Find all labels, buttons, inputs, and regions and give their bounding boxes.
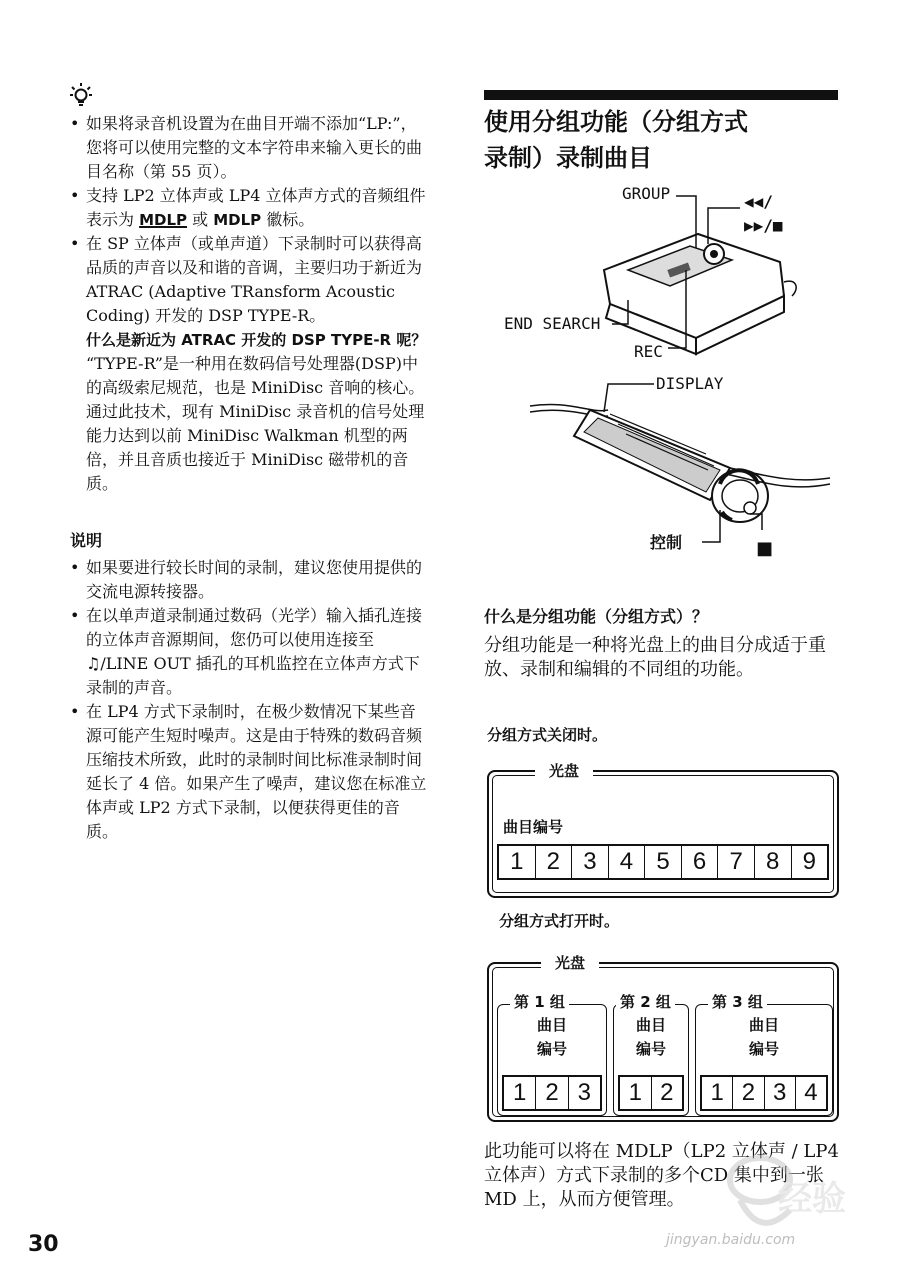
note-item: • 在以单声道录制通过数码（光学）输入插孔连接的立体声音源期间，您仍可以使用连接至 ♫/LINE OUT 插孔的耳机监控在立体声方式下录制的声音。: [70, 604, 430, 700]
note-item: • 如果要进行较长时间的录制，建议您使用提供的交流电源转接器。: [70, 556, 430, 604]
label-rec: REC: [634, 342, 663, 361]
tip-subheading: 什么是新近为 ATRAC 开发的 DSP TYPE-R 呢？: [86, 331, 427, 349]
track-number-cell: 3: [572, 846, 609, 878]
device-illustration: [500, 178, 840, 558]
tips-section: [70, 112, 430, 496]
track-number-cell: 2: [660, 1079, 674, 1106]
group-off-caption: 分组方式关闭时。: [487, 726, 608, 744]
label-prev-next-line2: ▶▶/■: [744, 216, 783, 235]
md-recorder-drawing: [500, 178, 840, 558]
tip-item-mdlp: • 支持 LP2 立体声或 LP4 立体声方式的音频组件表示为 MDLP 或 MDLP 徽标。: [70, 184, 430, 232]
track-number-cell: 5: [645, 846, 682, 878]
group-on-caption: 分组方式打开时。: [499, 912, 620, 930]
track-number-label: 曲目编号: [503, 818, 564, 836]
tip-lightbulb-icon: [70, 82, 92, 108]
track-number-cell: 6: [682, 846, 719, 878]
track-number-row: [502, 1075, 602, 1111]
disc-frame-group-on: [487, 954, 839, 1122]
group-label: 第 2 组: [616, 991, 675, 1012]
track-number-row: [497, 844, 829, 880]
group-box-3: [695, 993, 833, 1116]
track-number-cell: 3: [765, 1077, 796, 1109]
track-number-cell: 4: [804, 1079, 818, 1106]
notes-title: 说明: [70, 531, 103, 550]
baidu-watermark-icon: [690, 1140, 890, 1270]
svg-text:经验: 经验: [778, 1179, 846, 1219]
note-item: • 在 LP4 方式下录制时，在极少数情况下某些音源可能产生短时噪声。这是由于特殊的数码音频压缩技术所致，此时的录制时间比标准录制时间延长了 4 倍。如果产生了噪声，建议您在标准立体声或 LP2 方式下录制，以便获得更佳的音质。: [70, 700, 430, 844]
track-number-cell: 1: [702, 1077, 733, 1109]
label-end-search: END SEARCH: [504, 314, 601, 333]
group-footer-text: 此功能可以将在 MDLP（LP2 立体声 / LP4 立体声）方式下录制的多个CD 集中到一张 MD 上，从而方便管理。: [484, 1141, 839, 1210]
track-number-cell: 8: [755, 846, 792, 878]
disc-label: 光盘: [535, 760, 593, 781]
mdlp-logo: MDLP: [139, 211, 188, 229]
stop-icon: ■: [756, 538, 774, 559]
disc-label: 光盘: [541, 952, 599, 973]
track-number-cell: 4: [609, 846, 646, 878]
track-number-cell: 1: [499, 846, 536, 878]
group-label: 第 1 组: [510, 991, 569, 1012]
group-question: 什么是分组功能（分组方式）？: [484, 607, 709, 626]
tip-item: • 在 SP 立体声（或单声道）下录制时可以获得高品质的声音以及和谐的音调，主要归功于新近为 ATRAC (Adaptive TRansform Acoustic Coding) 开发的 DSP TYPE-R。: [70, 232, 430, 328]
track-number-cell: 7: [718, 846, 755, 878]
track-number-cell: 2: [536, 1077, 568, 1109]
group-answer: 分组功能是一种将光盘上的曲目分成适于重放、录制和编辑的不同组的功能。: [484, 635, 826, 680]
notes-section: [70, 556, 430, 844]
page-number: 30: [28, 1232, 59, 1257]
label-display: DISPLAY: [656, 374, 724, 393]
group-box-1: [497, 993, 607, 1116]
group-label: 第 3 组: [708, 991, 767, 1012]
track-number-label: 曲目 编号: [748, 1016, 779, 1058]
track-number-label: 曲目 编号: [536, 1016, 567, 1058]
disc-frame-group-off: [487, 762, 839, 898]
group-box-2: [613, 993, 689, 1116]
track-number-cell: 2: [536, 846, 573, 878]
tip-subtext: “TYPE-R”是一种用在数码信号处理器(DSP)中的高级索尼规范，也是 MiniDisc 音响的核心。通过此技术，现有 MiniDisc 录音机的信号处理能力达到以前 MiniDisc Walkman 机型的两倍，并且音质也接近于 MiniDisc 磁带机的音质。: [86, 354, 425, 493]
track-number-cell: 1: [504, 1077, 536, 1109]
track-number-row: [700, 1075, 828, 1111]
label-control: 控制: [650, 533, 683, 552]
track-number-cell: 3: [577, 1079, 591, 1106]
track-number-cell: 2: [733, 1077, 764, 1109]
track-number-label: 曲目 编号: [635, 1016, 666, 1058]
tip-item: • 如果将录音机设置为在曲目开端不添加“LP:”，您将可以使用完整的文本字符串来输入更长的曲目名称（第 55 页）。: [70, 112, 430, 184]
track-number-cell: 1: [620, 1077, 652, 1109]
watermark-text: jingyan.baidu.com: [666, 1232, 796, 1248]
mdlp-logo-alt: MDLP: [213, 211, 262, 229]
section-rule: [484, 90, 838, 100]
track-number-row: [618, 1075, 684, 1111]
label-group: GROUP: [622, 184, 671, 203]
section-heading: 使用分组功能（分组方式 录制）录制曲目: [484, 108, 748, 172]
track-number-cell: 9: [802, 848, 816, 875]
label-prev-next-line1: ◀◀/: [744, 192, 773, 211]
